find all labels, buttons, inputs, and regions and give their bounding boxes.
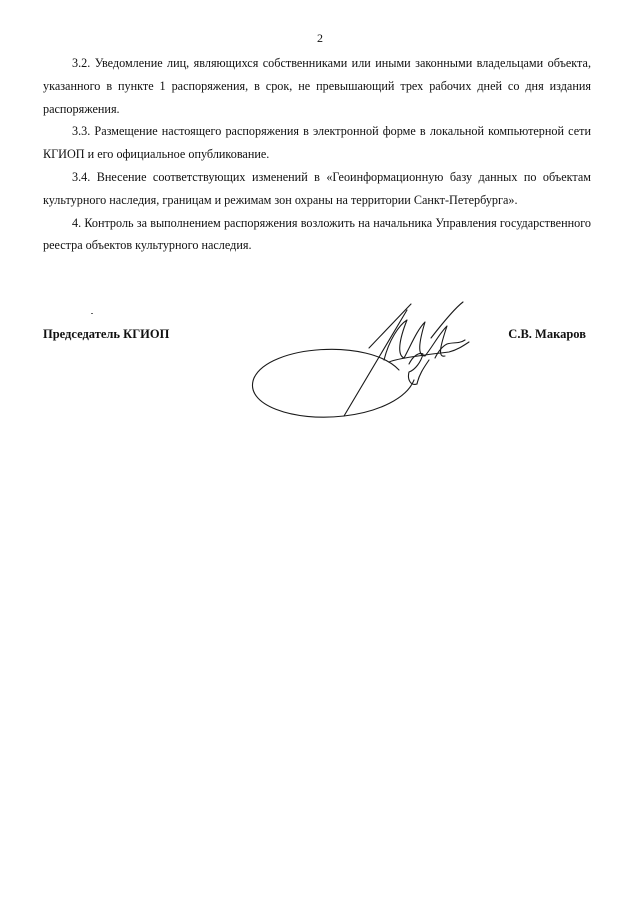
signer-name: С.В. Макаров — [508, 327, 586, 341]
page-number: 2 — [317, 31, 323, 45]
stray-dot — [91, 313, 93, 314]
signature-block — [43, 324, 591, 444]
handwritten-signature — [249, 300, 479, 435]
paragraph-3-2: 3.2. Уведомление лиц, являющихся собственниками или иными законными владельцами объекта, указанного в пункте 1 распоряжения, в срок, не превышающий трех рабочих дней со дня издания распоряжения. — [43, 56, 591, 116]
document-body — [43, 52, 591, 257]
paragraph-3-3: 3.3. Размещение настоящего распоряжения в электронной форме в локальной компьютерной сети КГИОП и его официальное опубликование. — [43, 124, 591, 162]
paragraph-3-4: 3.4. Внесение соответствующих изменений в «Геоинформационную базу данных по объектам культурного наследия, границам и режимам зон охраны на территории Санкт-Петербурга». — [43, 169, 591, 207]
paragraph-4: 4. Контроль за выполнением распоряжения возложить на начальника Управления государственного реестра объектов культурного наследия. — [43, 215, 591, 253]
signer-title: Председатель КГИОП — [43, 327, 170, 341]
